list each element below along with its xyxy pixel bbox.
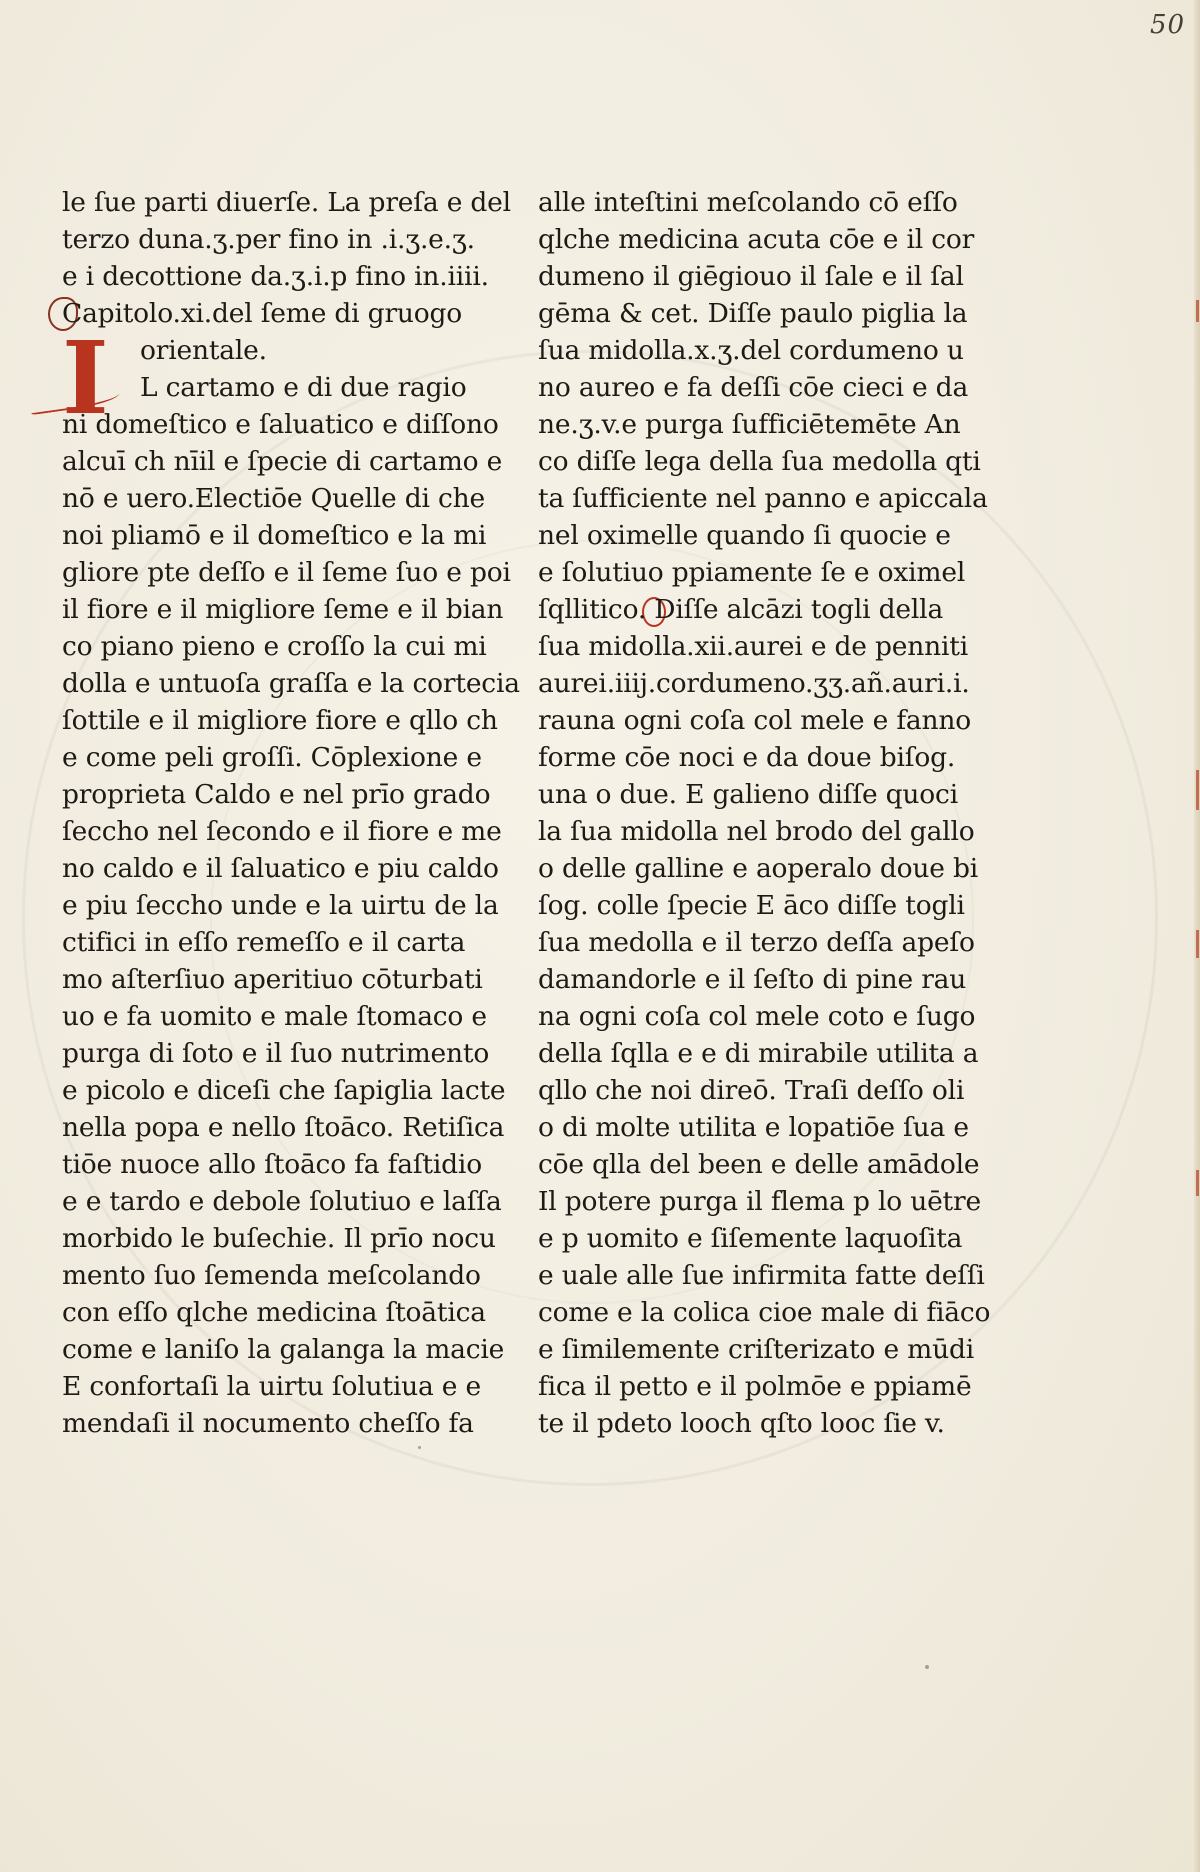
text-line: ne.ʒ.v.e purga ſufficiētemēte An [538, 409, 961, 440]
text-line: morbido le buſechie. Il prīo nocu [62, 1223, 496, 1254]
text-line: nel oximelle quando ſi quocie e [538, 520, 951, 551]
text-line: mo aſterſiuo aperitiuo cōturbati [62, 964, 483, 995]
text-line: no caldo e il ſaluatico e piu caldo [62, 853, 499, 884]
text-line: E confortaſi la uirtu ſolutiua e e [62, 1371, 481, 1402]
text-line: gēma & cet. Diſſe paulo piglia la [538, 298, 968, 329]
page-edge [1194, 0, 1200, 1872]
text-line: purga di ſoto e il ſuo nutrimento [62, 1038, 490, 1069]
text-line: e ſolutiuo ppiamente ſe e oximel [538, 557, 966, 588]
text-line: Il potere purga il flema p lo uētre [538, 1186, 981, 1217]
text-line: o di molte utilita e lopatiōe ſua e [538, 1112, 969, 1143]
text-line: e ſimilemente criſterizato e mūdi [538, 1334, 974, 1365]
text-line: cōe qlla del been e delle amādole [538, 1149, 980, 1180]
edge-mark [1196, 300, 1199, 322]
text-line: ſua midolla.xii.aurei e de penniti [538, 631, 968, 662]
text-line: e piu ſecchο unde e la uirtu de la [62, 890, 499, 921]
folio-number: 50 [1150, 10, 1186, 40]
text-line: rauna ogni coſa col mele e fanno [538, 705, 972, 736]
ink-speck [418, 1446, 421, 1449]
text-line: proprieta Caldo e nel prīo grado [62, 779, 491, 810]
text-line: dolla e untuoſa graſſa e la cortecia [62, 668, 520, 699]
text-line: orientale. [140, 335, 267, 366]
text-line: ſua medolla e il terzo deſſa apeſo [538, 927, 975, 958]
text-line: come e laniſo la galanga la macie [62, 1334, 505, 1365]
text-line: uo e fa uomito e male ſtomaco e [62, 1001, 487, 1032]
text-line: fica il petto e il polmōe e ppiamē [538, 1371, 972, 1402]
edge-mark [1196, 770, 1199, 810]
text-line: Capitolo.xi.del ſeme di gruogo [62, 298, 463, 329]
text-line: alle inteſtini meſcolando cō eſſo [538, 187, 958, 218]
text-line: ta ſufficiente nel panno e apiccala [538, 483, 988, 514]
text-line: dumeno il giēgiouo il ſale e il ſal [538, 261, 964, 292]
text-line: alcuī ch nīil e ſpecie di cartamo e [62, 446, 503, 477]
edge-mark [1196, 1170, 1199, 1196]
drop-initial: I [62, 319, 109, 437]
text-line: e p uomito e ſiſemente laquoſita [538, 1223, 963, 1254]
text-line: e e tardo e debole ſolutiuo e laſſa [62, 1186, 502, 1217]
text-line: ſecchο nel ſecondo e il fiore e me [62, 816, 502, 847]
text-line: ſog. colle ſpecie E āco diſſe togli [538, 890, 965, 921]
text-line: ſottile e il migliore fiore e qllo ch [62, 705, 498, 736]
text-line: ſqllitico. Diſſe alcāzi togli della [538, 594, 944, 625]
text-line: noi pliamō e il domeſtico e la mi [62, 520, 487, 551]
text-line: ni domeſtico e ſaluatico e diſſono [62, 409, 499, 440]
text-line: della ſqlla e e di mirabile utilita a [538, 1038, 979, 1069]
text-line: la ſua midolla nel brodo del gallo [538, 816, 975, 847]
text-line: come e la colica cioe male di fiāco [538, 1297, 991, 1328]
text-line: L cartamo e di due ragio [140, 372, 467, 403]
text-line: e picolo e diceſi che ſapiglia lacte [62, 1075, 506, 1106]
text-line: aurei.iiij.cordumeno.ʒʒ.añ.auri.i. [538, 668, 970, 699]
text-line: na ogni coſa col mele coto e ſugo [538, 1001, 976, 1032]
text-line: il fiore e il migliore ſeme e il bian [62, 594, 504, 625]
text-line: o delle galline e aoperalo doue bi [538, 853, 978, 884]
text-line: con eſſo qlche medicina ſtoātica [62, 1297, 486, 1328]
text-line: nella popa e nello ſtoāco. Retiſica [62, 1112, 505, 1143]
text-line: co piano pieno e croſſo la cui mi [62, 631, 487, 662]
text-line: terzo duna.ʒ.per fino in .i.ʒ.e.ʒ. [62, 224, 475, 255]
left-text-column [62, 184, 520, 1442]
text-line: e come peli groſſi. Cōplexione e [62, 742, 482, 773]
text-line: co diſſe lega della ſua medolla qti [538, 446, 981, 477]
ink-speck [925, 1665, 929, 1669]
text-line: forme cōe noci e da doue biſog. [538, 742, 956, 773]
text-line: nō e uero.Electiōe Quelle di che [62, 483, 485, 514]
text-line: e i decottione da.ʒ.i.p fino in.iiii. [62, 261, 489, 292]
text-line: no aureo e fa deſſi cōe cieci e da [538, 372, 969, 403]
text-line: una o due. E galieno diſſe quoci [538, 779, 958, 810]
text-line: gliore pte deſſo e il ſeme ſuo e poi [62, 557, 511, 588]
text-line: te il pdeto looch qſto looc ſie v. [538, 1408, 945, 1439]
text-line: ctifici in eſſo remeſſo e il carta [62, 927, 466, 958]
right-text-column [538, 184, 991, 1442]
text-line: e uale alle ſue infirmita fatte deſſi [538, 1260, 985, 1291]
text-line: mento ſuo ſemenda meſcolando [62, 1260, 481, 1291]
text-line: qlche medicina acuta cōe e il cor [538, 224, 975, 255]
text-line: damandorle e il ſeſto di pine rau [538, 964, 967, 995]
text-line: qllo che noi direō. Traſi deſſo oli [538, 1075, 965, 1106]
edge-mark [1196, 930, 1199, 958]
text-line: tiōe nuoce allo ſtoāco fa faſtidio [62, 1149, 482, 1180]
text-line: mendaſi il nocumento cheſſo fa [62, 1408, 474, 1439]
text-line: le ſue parti diuerſe. La preſa e del [62, 187, 511, 218]
text-line: ſua midolla.x.ʒ.del cordumeno u [538, 335, 964, 366]
